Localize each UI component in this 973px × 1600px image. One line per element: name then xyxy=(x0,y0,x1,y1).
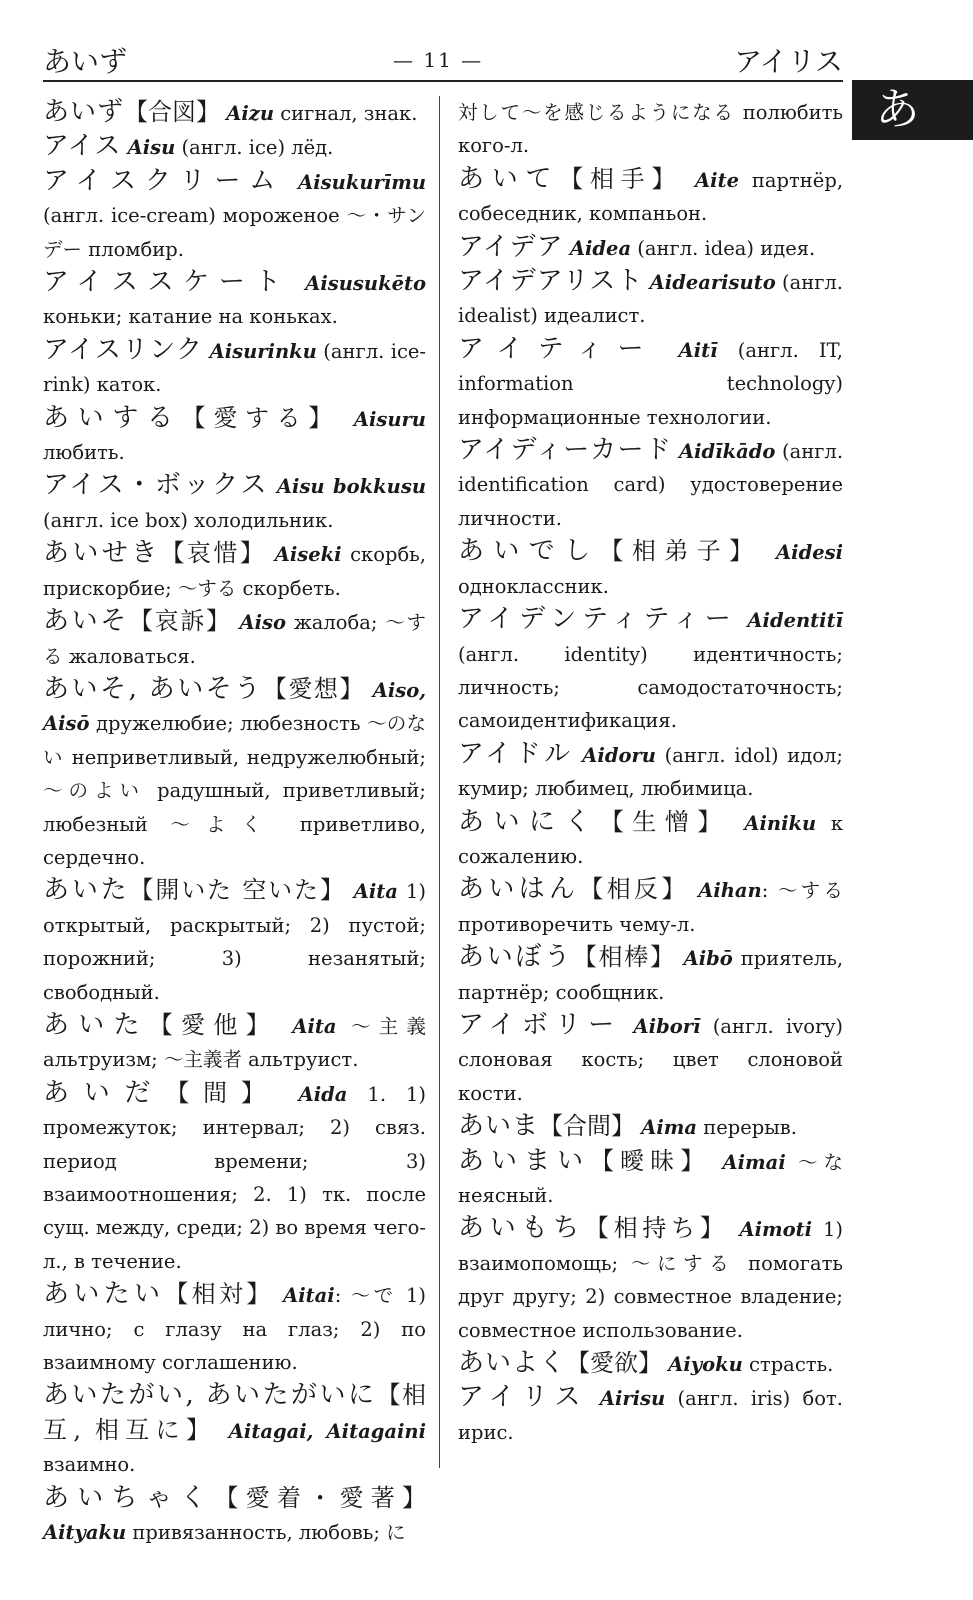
dictionary-entry xyxy=(43,469,426,537)
entry-romaji: Aimoti xyxy=(739,1218,813,1242)
dictionary-entry xyxy=(458,1009,843,1110)
dictionary-entry xyxy=(43,96,426,130)
entry-headword: あいせき xyxy=(43,538,161,569)
dictionary-entry xyxy=(43,165,426,266)
entry-headword: あいちゃく xyxy=(43,1482,215,1513)
entry-definition: (англ. ice) лёд. xyxy=(175,136,334,160)
entry-kanji: 【愛着・愛著】 xyxy=(214,1483,426,1512)
entry-headword: アイティー xyxy=(458,333,659,364)
header-first-word: あいず xyxy=(43,45,128,78)
kana-thumb-tab: あ xyxy=(852,80,973,140)
entry-definition: дружелюбие; любезность ～のない неприветливый, недружелюбный; ～のよい радушный, приветливый; любезный ～よく приветливо, сердечно. xyxy=(43,712,426,869)
entry-continuation: 対して～を感じるようになる полюбить кого-л. xyxy=(458,101,843,158)
entry-headword: アイデンティティー xyxy=(458,604,737,635)
entry-definition: (англ. ice box) холодильник. xyxy=(43,508,334,532)
entry-romaji: Aiso, Aisō xyxy=(43,678,426,736)
entry-kanji: 【相反】 xyxy=(579,875,689,904)
entry-definition: (англ. ivory) слоновая кость; цвет слоновой кости. xyxy=(458,1014,843,1105)
entry-kanji: 【相手】 xyxy=(559,164,683,193)
dictionary-entry xyxy=(43,874,426,1009)
entry-definition: : ～する противоречить чему-л. xyxy=(458,879,843,936)
dictionary-entry xyxy=(43,1379,426,1481)
entry-romaji: Aiborī xyxy=(633,1014,701,1038)
dictionary-entry xyxy=(458,96,843,163)
entry-romaji: Aiso xyxy=(239,611,286,635)
entry-kanji: 【愛する】 xyxy=(181,403,340,432)
page-number: — 11 — xyxy=(393,48,484,72)
entry-headword: あいだ xyxy=(43,1077,166,1108)
entry-romaji: Aidesi xyxy=(776,541,843,565)
entry-headword: アイススケート xyxy=(43,267,291,298)
entry-headword: あいたい xyxy=(43,1279,165,1310)
entry-romaji: Airisu xyxy=(599,1387,666,1411)
entry-headword: あいそ xyxy=(43,606,129,637)
entry-romaji: Aizu xyxy=(226,102,275,125)
page-header xyxy=(43,38,843,82)
entry-romaji: Aitī xyxy=(678,338,718,362)
entry-definition: коньки; катание на коньках. xyxy=(43,305,338,329)
entry-romaji: Aisukurīmu xyxy=(298,170,426,194)
entry-definition: страсть. xyxy=(742,1353,834,1377)
dictionary-entry xyxy=(458,1145,843,1213)
dictionary-entry xyxy=(458,163,843,231)
entry-headword: アイスリンク xyxy=(43,334,204,365)
dictionary-entry xyxy=(43,1009,426,1077)
dictionary-entry xyxy=(43,1482,426,1550)
entry-definition: (англ. iris) бот. ирис. xyxy=(458,1387,843,1444)
entry-headword: あいにく xyxy=(458,806,600,837)
entry-headword: あいま xyxy=(458,1111,540,1142)
left-column xyxy=(43,96,426,1549)
entry-headword: あいよく xyxy=(458,1348,567,1379)
entry-definition: перерыв. xyxy=(697,1116,797,1140)
entry-romaji: Aisuru xyxy=(353,407,426,431)
entry-kanji: 【相対】 xyxy=(164,1280,274,1309)
dictionary-entry xyxy=(458,535,843,603)
entry-definition: партнёр, собеседник, компаньон. xyxy=(458,168,844,226)
entry-kanji: 【相弟子】 xyxy=(599,537,762,566)
entry-definition: приятель, партнёр; сообщник. xyxy=(458,947,844,1004)
entry-romaji: Aityaku xyxy=(43,1521,127,1545)
entry-romaji: Aite xyxy=(695,168,739,192)
entry-romaji: Aiyoku xyxy=(668,1353,743,1377)
entry-headword: アイディーカード xyxy=(458,435,673,466)
entry-headword: アイデア xyxy=(458,231,564,262)
dictionary-entry xyxy=(43,266,426,334)
entry-kanji: 【愛想】 xyxy=(262,674,365,703)
entry-definition: (англ. ice-cream) мороженое ～・サンデー пломбир. xyxy=(43,204,426,261)
entry-romaji: Aita xyxy=(353,880,398,904)
entry-headword: アイボリー xyxy=(458,1009,622,1040)
dictionary-entry xyxy=(43,1278,426,1379)
entry-headword: あいたがい, あいたがいに xyxy=(43,1380,377,1411)
dictionary-entry xyxy=(458,873,843,941)
entry-kanji: 【相互, 相互に】 xyxy=(43,1381,427,1444)
entry-headword: アイス xyxy=(43,131,122,162)
entry-definition: сигнал, знак. xyxy=(274,102,418,125)
entry-romaji: Aidoru xyxy=(582,743,656,767)
entry-definition: (англ. identification card) удостоверение личности. xyxy=(458,440,844,530)
entry-kanji: 【生憎】 xyxy=(599,807,730,836)
dictionary-entry xyxy=(458,1381,843,1449)
entry-romaji: Aidīkādo xyxy=(679,440,776,464)
dictionary-entry xyxy=(43,673,426,874)
entry-romaji: Ainiku xyxy=(744,811,817,835)
header-last-word: アイリス xyxy=(734,45,843,78)
entry-romaji: Aima xyxy=(641,1116,698,1140)
dictionary-entry xyxy=(458,603,843,738)
dictionary-entry xyxy=(458,1110,843,1144)
dictionary-entry xyxy=(43,334,426,402)
entry-headword: あいでし xyxy=(458,536,600,567)
entry-romaji: Aisusukēto xyxy=(305,272,426,296)
entry-romaji: Aihan xyxy=(698,879,762,903)
entry-definition: любить. xyxy=(43,441,125,465)
entry-definition: ～な неясный. xyxy=(458,1150,843,1207)
entry-kanji: 【愛他】 xyxy=(148,1010,278,1039)
entry-definition: (англ. identity) идентичность; личность; самодостаточность; самоидентификация. xyxy=(458,642,843,733)
entry-kanji: 【曖昧】 xyxy=(590,1146,711,1175)
dictionary-entry xyxy=(43,130,426,164)
entry-definition: привязанность, любовь; に xyxy=(126,1521,406,1545)
dictionary-entry xyxy=(43,605,426,673)
dictionary-entry xyxy=(458,231,843,265)
dictionary-entry xyxy=(43,537,426,605)
dictionary-entry xyxy=(458,1347,843,1381)
right-column xyxy=(458,96,843,1449)
entry-definition: : ～で 1) лично; с глазу на глаз; 2) по взаимному соглашению. xyxy=(43,1284,426,1375)
entry-headword: あいはん xyxy=(458,874,580,905)
entry-romaji: Aidentitī xyxy=(747,609,843,633)
entry-headword: あいぼう xyxy=(458,942,573,973)
entry-headword: アイリス xyxy=(458,1382,588,1413)
entry-definition: ～主義 альтруизм; ～主義者 альтруист. xyxy=(43,1014,427,1072)
entry-kanji: 【哀惜】 xyxy=(160,539,267,568)
entry-definition: (англ. IT, information technology) информационные технологии. xyxy=(458,338,843,429)
entry-headword: あいそ, あいそう xyxy=(43,673,263,704)
entry-romaji: Aidea xyxy=(569,236,632,260)
entry-definition: одноклассник. xyxy=(458,574,609,598)
entry-kanji: 【間】 xyxy=(165,1078,279,1107)
entry-romaji: Aisurinku xyxy=(209,339,317,363)
entry-headword: あいもち xyxy=(458,1213,585,1244)
dictionary-entry xyxy=(43,1077,426,1278)
entry-romaji: Aisu xyxy=(127,136,176,160)
entry-kanji: 【合間】 xyxy=(539,1112,636,1141)
dictionary-entry xyxy=(458,738,843,806)
entry-romaji: Aidearisuto xyxy=(649,271,776,295)
dictionary-entry xyxy=(458,1212,843,1347)
entry-romaji: Aimai xyxy=(722,1150,786,1174)
entry-romaji: Aitai xyxy=(283,1284,335,1308)
entry-definition: (англ. idol) идол; кумир; любимец, любимица. xyxy=(458,743,843,801)
entry-definition: (англ. idea) идея. xyxy=(631,236,816,260)
entry-kanji: 【合図】 xyxy=(124,98,221,126)
entry-romaji: Aisu bokkusu xyxy=(276,475,427,499)
entry-definition: скорбь, прискорбие; ～する скорбеть. xyxy=(43,543,427,600)
entry-kanji: 【愛欲】 xyxy=(566,1349,663,1378)
dictionary-entry xyxy=(458,333,843,434)
entry-definition: взаимно. xyxy=(43,1453,136,1477)
entry-headword: アイス・ボックス xyxy=(43,470,270,501)
entry-definition: 1. 1) промежуток; интервал; 2) связ. период времени; 3) взаимоотношения; 2. 1) тк. после сущ. между, среди; 2) во время чего-л., в течение. xyxy=(43,1082,426,1273)
entry-definition: жалоба; ～する жаловаться. xyxy=(43,611,426,668)
entry-headword: あいず xyxy=(43,97,125,127)
entry-definition: (англ. idealist) идеалист. xyxy=(458,271,844,328)
entry-kanji: 【哀訴】 xyxy=(128,607,232,636)
dictionary-entry xyxy=(43,402,426,470)
entry-headword: あいた xyxy=(43,1009,149,1040)
entry-romaji: Aibō xyxy=(683,947,733,971)
entry-definition: к сожалению. xyxy=(458,811,844,868)
entry-romaji: Aitagai, Aitagaini xyxy=(228,1419,426,1443)
entry-definition: (англ. ice-rink) каток. xyxy=(43,339,426,397)
dictionary-entry xyxy=(458,941,843,1009)
entry-romaji: Aita xyxy=(292,1014,337,1038)
entry-headword: あいまい xyxy=(458,1145,591,1176)
dictionary-entry xyxy=(458,265,843,333)
entry-headword: あいする xyxy=(43,402,182,433)
dictionary-entry xyxy=(458,806,843,874)
entry-romaji: Aida xyxy=(298,1082,348,1106)
entry-kanji: 【相持ち】 xyxy=(584,1214,729,1243)
column-divider xyxy=(439,96,440,1468)
entry-definition: 1) открытый, раскрытый; 2) пустой; порожний; 3) незанятый; свободный. xyxy=(43,880,426,1004)
entry-romaji: Aiseki xyxy=(274,543,342,567)
entry-kanji: 【開いた 空いた】 xyxy=(129,876,346,905)
entry-definition: 1) взаимопомощь; ～にする помогать друг другу; 2) совместное владение; совместное использование. xyxy=(458,1218,843,1342)
dictionary-entry xyxy=(458,434,843,535)
entry-headword: あいた xyxy=(43,875,130,906)
entry-kanji: 【相棒】 xyxy=(572,943,676,972)
entry-headword: あいて xyxy=(458,163,560,194)
entry-headword: アイスクリーム xyxy=(43,165,285,196)
entry-headword: アイドル xyxy=(458,738,574,769)
entry-headword: アイデアリスト xyxy=(458,266,644,297)
